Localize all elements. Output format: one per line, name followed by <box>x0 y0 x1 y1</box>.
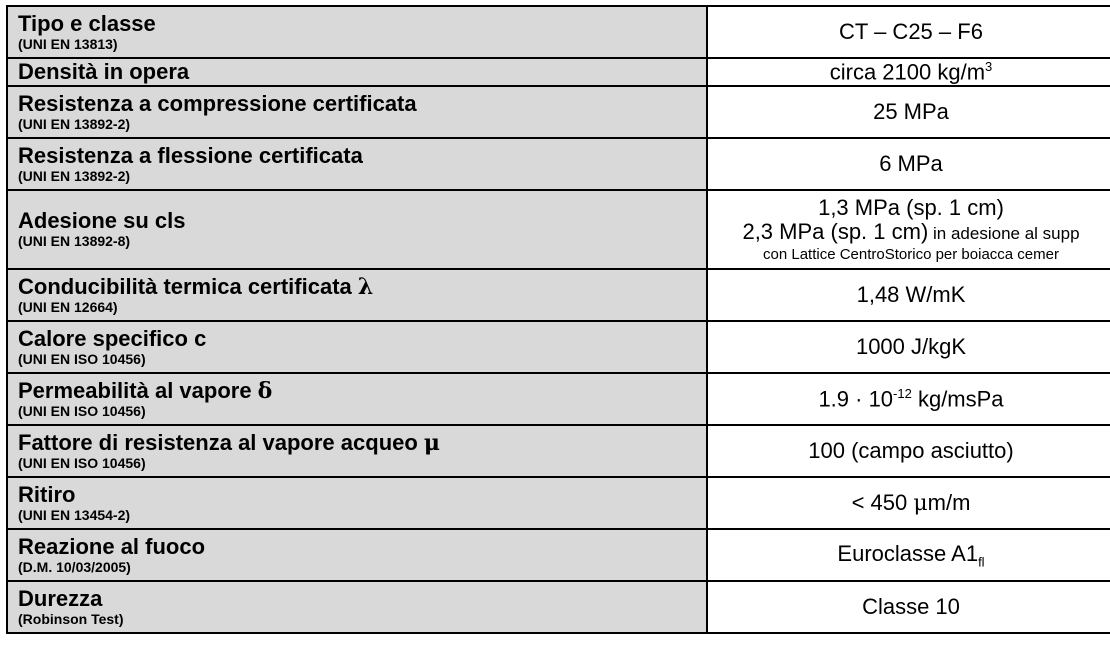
value-exponent: -12 <box>893 386 912 402</box>
property-value: Classe 10 <box>862 594 960 620</box>
value-cell <box>707 6 1110 58</box>
property-value-line-1: 1,3 MPa (sp. 1 cm) <box>818 194 1004 220</box>
property-value: 1.9 · 10 <box>818 386 894 412</box>
property-value-line-2 <box>708 220 1110 246</box>
delta-symbol: δ <box>257 377 273 404</box>
lambda-symbol: λ <box>357 273 374 300</box>
property-name: Adesione su cls <box>18 208 186 234</box>
property-standard: (UNI EN ISO 10456) <box>18 402 146 419</box>
property-cell <box>7 373 707 425</box>
property-value-unit: kg/msPa <box>911 386 1004 412</box>
property-cell <box>7 529 707 581</box>
table-row <box>7 190 1110 269</box>
property-name: Resistenza a flessione certificata <box>18 142 363 168</box>
property-name-wrap <box>18 379 706 403</box>
property-standard: (Robinson Test) <box>18 610 124 627</box>
property-standard: (UNI EN 13892-2) <box>18 167 131 184</box>
property-name: Calore specifico c <box>18 325 207 351</box>
table-row <box>7 58 1110 86</box>
property-standard: (UNI EN ISO 10456) <box>18 454 146 471</box>
property-value: Euroclasse A1 <box>837 541 979 567</box>
value-cell <box>707 581 1110 633</box>
property-standard: (UNI EN 13813) <box>18 35 118 52</box>
value-cell <box>707 321 1110 373</box>
property-value-line-2-note: in adesione al supp <box>928 223 1080 243</box>
table-row <box>7 373 1110 425</box>
property-name: Reazione al fuoco <box>18 533 206 559</box>
table-row <box>7 321 1110 373</box>
property-value: 1,48 W/mK <box>856 282 966 308</box>
property-cell <box>7 58 707 86</box>
property-standard: (UNI EN 13454-2) <box>18 506 131 523</box>
technical-specs-table <box>6 5 1110 634</box>
property-name-wrap <box>18 431 706 455</box>
property-name: Permeabilità al vapore <box>18 377 258 403</box>
value-superscript: 3 <box>985 59 993 74</box>
property-name: Conducibilità termica certificata <box>18 273 358 299</box>
property-name: Ritiro <box>18 481 76 507</box>
value-cell <box>707 425 1110 477</box>
table-row <box>7 425 1110 477</box>
table-row <box>7 581 1110 633</box>
property-name: Fattore di resistenza al vapore acqueo <box>18 429 424 455</box>
property-value-line-2-main: 2,3 MPa (sp. 1 cm) <box>742 218 929 244</box>
property-name: Durezza <box>18 585 103 611</box>
property-value-unit: m/m <box>927 490 971 516</box>
property-standard: (UNI EN 13892-2) <box>18 115 131 132</box>
property-cell <box>7 477 707 529</box>
property-value-line-3: con Lattice CentroStorico per boiacca cemer <box>763 245 1059 263</box>
property-name: Tipo e classe <box>18 10 156 36</box>
property-standard: (UNI EN 13892-8) <box>18 233 131 250</box>
value-cell <box>707 477 1110 529</box>
table-row <box>7 529 1110 581</box>
property-cell <box>7 86 707 138</box>
property-cell <box>7 581 707 633</box>
property-value: circa 2100 kg/m <box>829 59 986 85</box>
property-standard: (D.M. 10/03/2005) <box>18 558 131 575</box>
property-cell <box>7 425 707 477</box>
property-name: Densità in opera <box>18 59 190 85</box>
property-standard: (UNI EN ISO 10456) <box>18 350 146 367</box>
property-value: 100 (campo asciutto) <box>808 438 1014 464</box>
table-row <box>7 269 1110 321</box>
property-cell <box>7 321 707 373</box>
value-cell <box>707 58 1110 86</box>
value-cell <box>707 373 1110 425</box>
value-cell <box>707 529 1110 581</box>
property-standard: (UNI EN 12664) <box>18 298 118 315</box>
property-value: < 450 <box>851 490 914 516</box>
table-row <box>7 477 1110 529</box>
value-cell <box>707 86 1110 138</box>
property-value: 6 MPa <box>879 151 943 177</box>
value-cell <box>707 269 1110 321</box>
value-subscript: fl <box>978 554 985 570</box>
property-cell <box>7 6 707 58</box>
table-row <box>7 6 1110 58</box>
property-name-wrap <box>18 275 706 299</box>
property-name: Resistenza a compressione certificata <box>18 90 417 116</box>
value-cell <box>707 138 1110 190</box>
mu-symbol: μ <box>913 491 928 517</box>
table-row <box>7 86 1110 138</box>
property-value: 1000 J/kgK <box>855 334 967 360</box>
property-value: 25 MPa <box>873 99 949 125</box>
property-cell <box>7 138 707 190</box>
table-row <box>7 138 1110 190</box>
property-cell <box>7 190 707 269</box>
property-value: CT – C25 – F6 <box>839 19 983 44</box>
mu-symbol: μ <box>423 429 441 456</box>
value-cell <box>707 190 1110 269</box>
property-cell <box>7 269 707 321</box>
